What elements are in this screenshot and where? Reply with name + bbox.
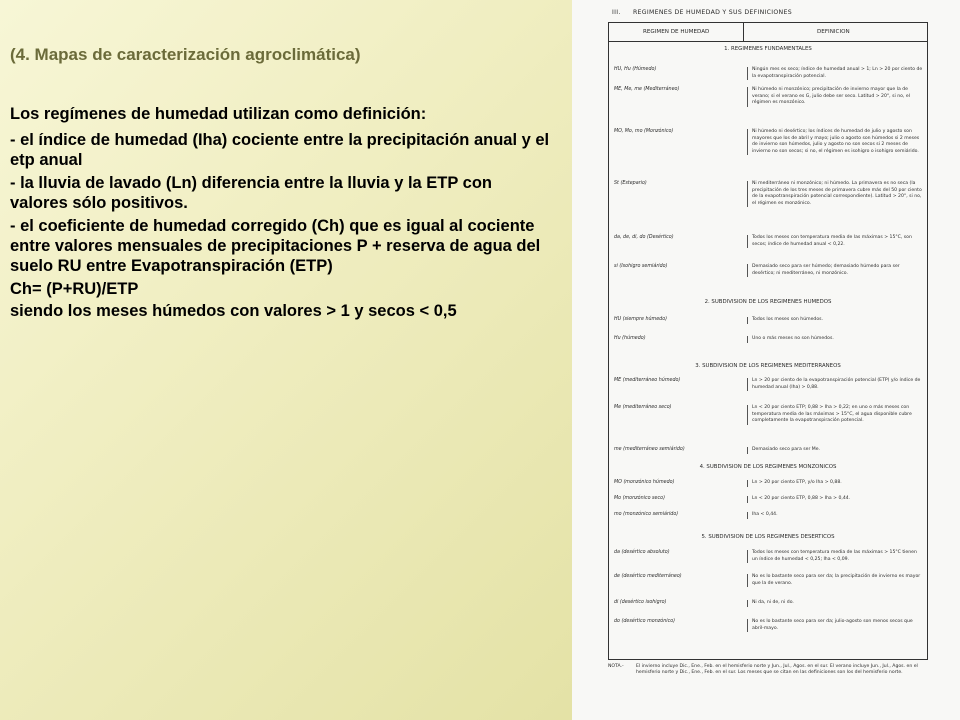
regime-definition: Ln > 20 por ciento de la evapotranspiración potencial (ETP) y/o índice de humedad anual (Iha) > 0,88.: [747, 378, 923, 391]
regime-name: HU, Hu (Húmedo): [614, 67, 657, 72]
humid-dry-criteria: siendo los meses húmedos con valores > 1 y secos < 0,5: [10, 302, 457, 320]
regime-definition: Demasiado seco para ser húmedo; demasiado húmedo para ser desértico; ni mediterráneo, ni monzónico.: [747, 264, 923, 277]
document-header: [612, 9, 792, 16]
regime-definition: Ln < 20 por ciento ETP, 0,88 > Iha > 0,44.: [747, 496, 923, 503]
regime-name: di (desértico isohigro): [614, 600, 667, 605]
regime-definition: Iha < 0,44.: [747, 512, 923, 519]
table-footnote: [608, 664, 930, 677]
bullet-ln: - la lluvia de lavado (Ln) diferencia entre la lluvia y la ETP con valores sólo positivos.: [10, 174, 493, 212]
regime-name: da (desértico absoluto): [614, 550, 670, 555]
regime-name: Hu (húmedo): [614, 336, 646, 341]
regime-definition: No es lo bastante seco para ser da; julio-agosto son menos secos que abril-mayo.: [747, 619, 923, 632]
regime-definition: Ni da, ni de, ni do.: [747, 600, 923, 607]
regime-definition: Ni mediterráneo ni monzónico; ni húmedo. La primavera es no seca (la precipitación de los tres meses de primavera cubre más del 50 por ciento de la evapotranspiración potencial correspondiente). Latitud > 20°, si no, el régimen es monzónico.: [747, 181, 923, 207]
section-title: 2. SUBDIVISION DE LOS REGIMENES HUMEDOS: [704, 299, 832, 305]
column-header-regimen: REGIMEN DE HUMEDAD: [643, 29, 710, 35]
regime-definition: Ln < 20 por ciento ETP; 0,88 > Iha > 0,22; en uno o más meses con temperatura media de las máximas > 15°C, el agua disponible cubre completamente la evapotranspiración potencial.: [747, 405, 923, 425]
regime-name: da, de, di, do (Desértico): [614, 235, 674, 240]
regime-definition: No es lo bastante seco para ser da; la precipitación de invierno es mayor que la de verano.: [747, 574, 923, 587]
column-divider: [743, 23, 744, 41]
bullet-iha: - el índice de humedad (Iha) cociente entre la precipitación anual y el etp anual: [10, 131, 550, 169]
regimes-table: [608, 22, 928, 660]
slide-title: (4. Mapas de caracterización agroclimática): [10, 45, 361, 64]
section-title: 3. SUBDIVISION DE LOS REGIMENES MEDITERRANEOS: [695, 363, 841, 369]
regime-definition: Ningún mes es seco; índice de humedad anual > 1; Ln > 20 por ciento de la evapotranspiración potencial.: [747, 67, 923, 80]
regime-definition: Demasiado seco para ser Me.: [747, 447, 923, 454]
section-title: 4. SUBDIVISION DE LOS REGIMENES MONZONICOS: [699, 464, 837, 470]
regime-name: HU (siempre húmedo): [614, 317, 668, 322]
intro-paragraph: Los regímenes de humedad utilizan como definición:: [10, 105, 427, 123]
regime-definition: Ni húmedo ni desértico; los índices de humedad de julio y agosto son mayores que los de abril y mayo; julio o agosto son húmedos si 2 meses de invierno son húmedos, julio y agosto no son secos si 2 meses de invierno no son secos; si no, el régimen es isohigro o isohigro semiárido.: [747, 129, 923, 155]
footnote-label: NOTA.-: [608, 664, 624, 669]
slide-body: [10, 104, 550, 324]
table-header-row: [609, 23, 927, 42]
regime-name: de (desértico mediterráneo): [614, 574, 682, 579]
section-title: 5. SUBDIVISION DE LOS REGIMENES DESERTICOS: [701, 534, 835, 540]
regime-definition: Todos los meses con temperatura media de las máximas > 15°C, son secos; índice de humedad anual < 0,22.: [747, 235, 923, 248]
section-title: 1. REGIMENES FUNDAMENTALES: [724, 46, 812, 52]
column-header-definicion: DEFINICION: [817, 29, 850, 35]
footnote-text: El invierno incluye Dic., Ene., Feb. en el hemisferio norte y Jun., Jul., Agos. en el sur. El verano incluye Jun., Jul., Agos. en el hemisferio norte y Dic., Ene., Feb. en el sur. Los meses que se citan en las definiciones son los del hemisferio norte.: [636, 664, 918, 676]
regime-name: MO, Mo, mo (Monzónico): [614, 129, 674, 134]
regime-name: mo (monzónico semiárido): [614, 512, 679, 517]
regime-definition: Ni húmedo ni monzónico; precipitación de invierno mayor que la de verano; si el verano es G, julio debe ser seco. Latitud > 20°, si no, el régimen es monzónico.: [747, 87, 923, 107]
regime-name: si (Isohigro semiárido): [614, 264, 668, 269]
regime-definition: Ln > 20 por ciento ETP, y/o Iha > 0,88.: [747, 480, 923, 487]
document-roman-numeral: III.: [612, 9, 621, 16]
document-title: REGIMENES DE HUMEDAD Y SUS DEFINICIONES: [632, 9, 792, 16]
regime-definition: Uno o más meses no son húmedos.: [747, 336, 923, 343]
regime-name: MO (monzónico húmedo): [614, 480, 675, 485]
bullet-ch: - el coeficiente de humedad corregido (Ch) que es igual al cociente entre valores mensuales de precipitaciones P + reserva de agua del suelo RU entre Evapotranspiración (ETP): [10, 217, 541, 275]
regime-name: ME, Me, me (Mediterráneo): [614, 87, 680, 92]
regime-name: St (Estepario): [614, 181, 647, 186]
regime-name: me (mediterráneo semiárido): [614, 447, 685, 452]
ch-formula: Ch= (P+RU)/ETP: [10, 280, 139, 298]
regime-name: Mo (monzónico seco): [614, 496, 665, 501]
regime-name: Me (mediterráneo seco): [614, 405, 672, 410]
regime-name: ME (mediterráneo húmedo): [614, 378, 681, 383]
scanned-table-image: [572, 0, 960, 720]
regime-name: do (desértico monzónico): [614, 619, 676, 624]
regime-definition: Todos los meses son húmedos.: [747, 317, 923, 324]
regime-definition: Todos los meses con temperatura media de las máximas > 15°C tienen un índice de humedad < 0,25; Iha < 0,09.: [747, 550, 923, 563]
